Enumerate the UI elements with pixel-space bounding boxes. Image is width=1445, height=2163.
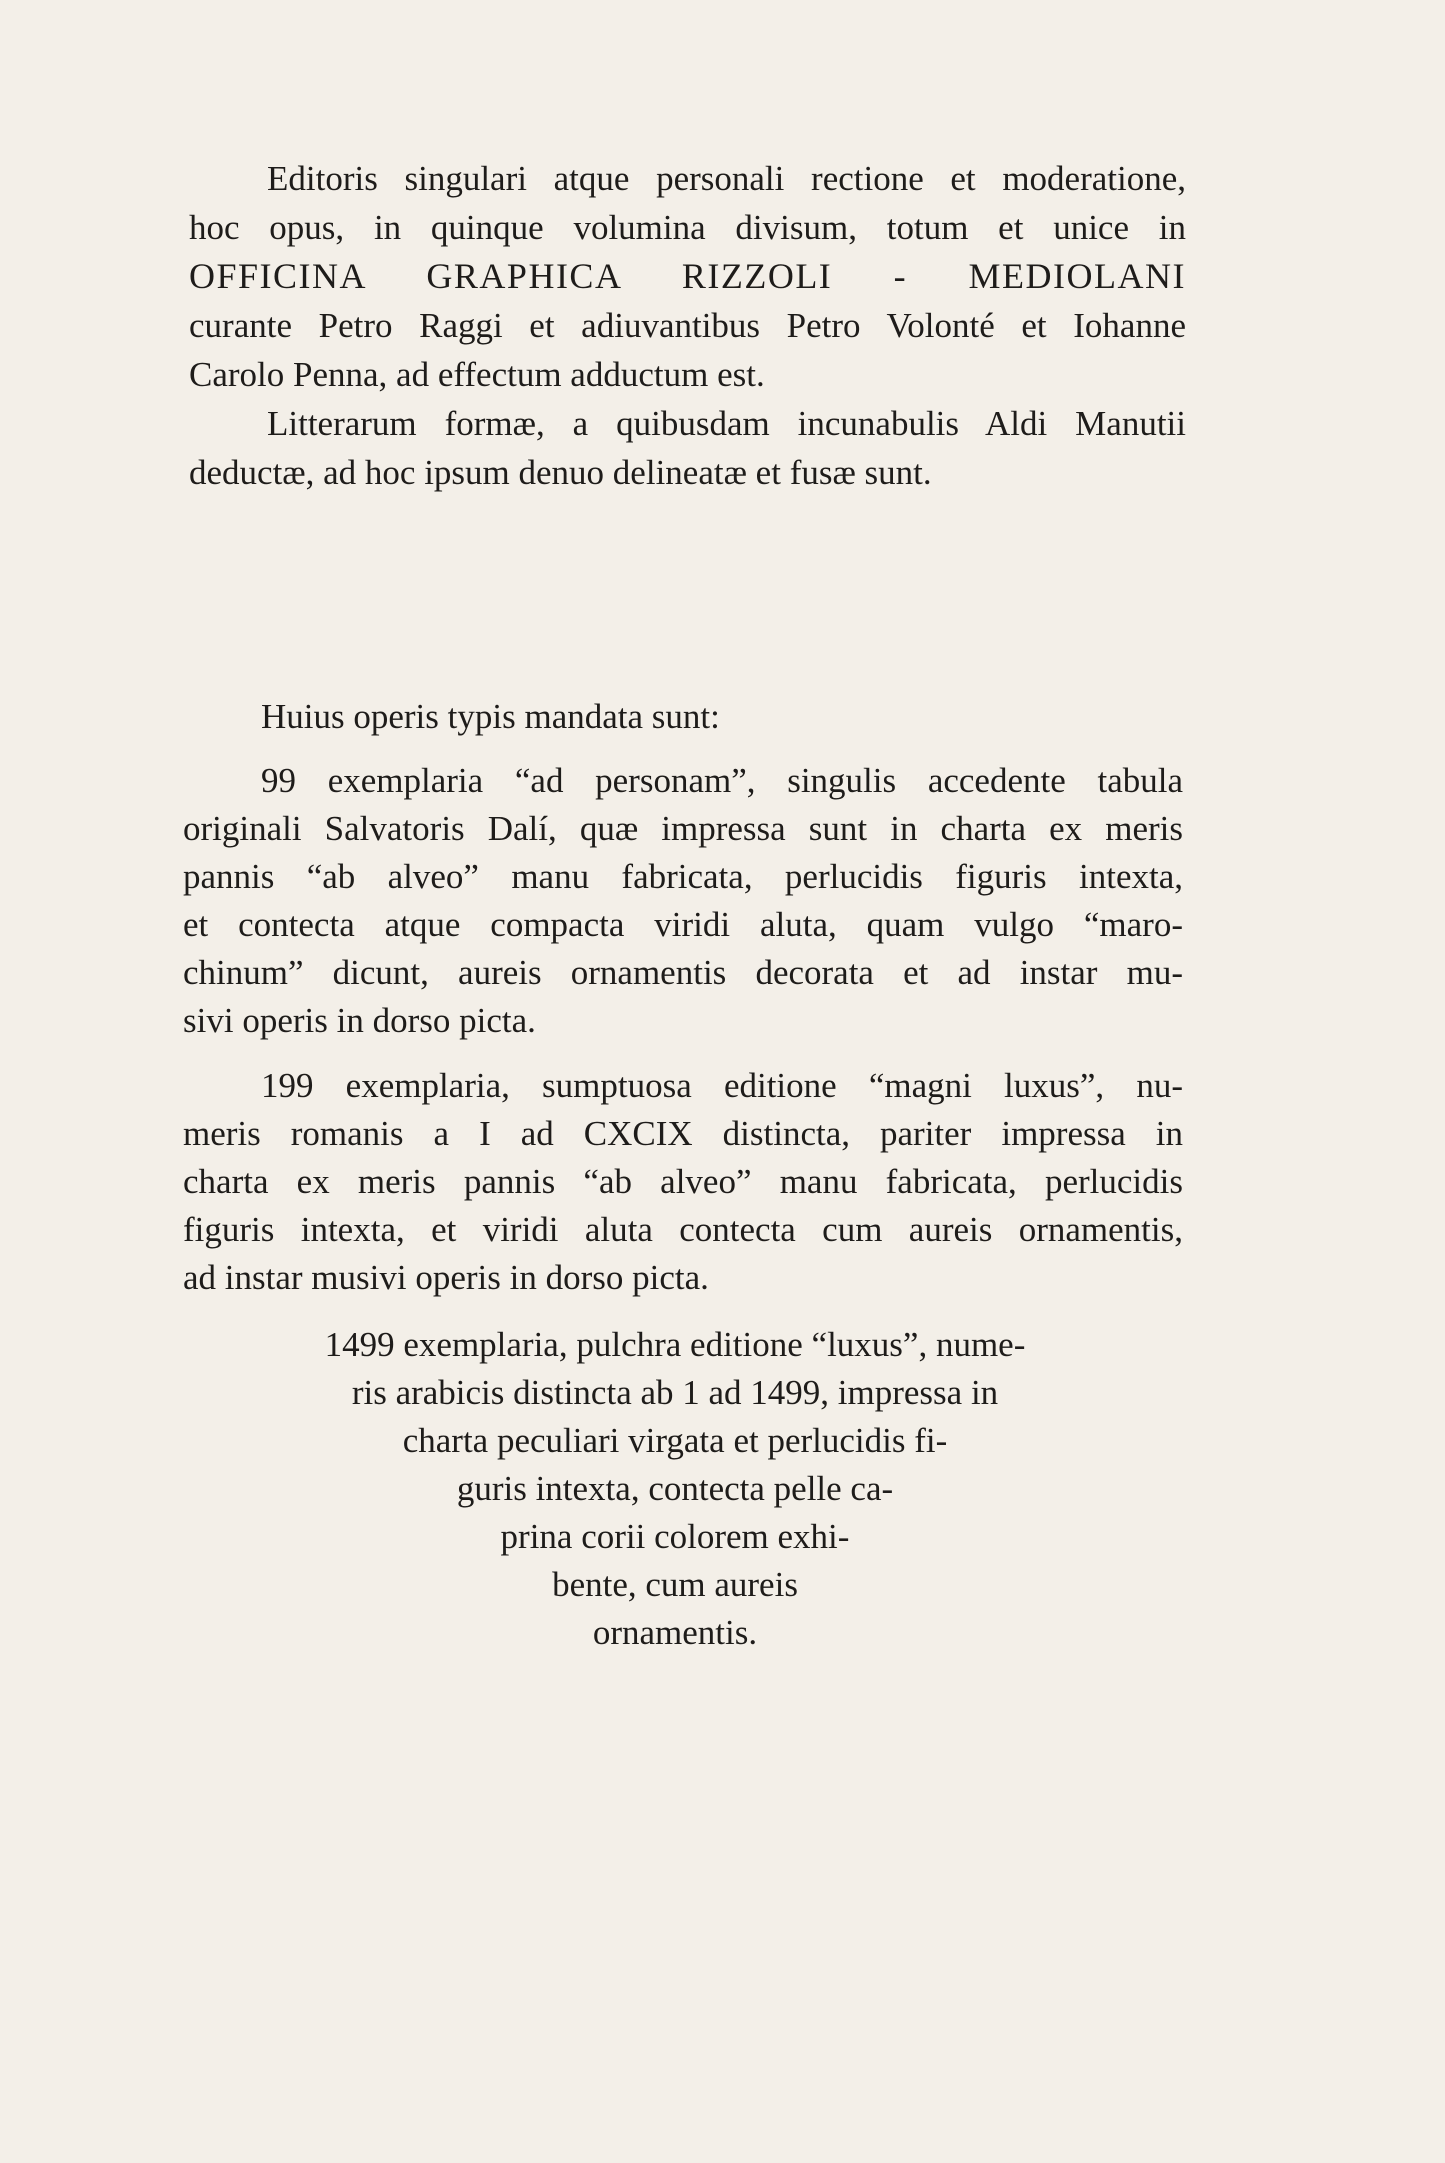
text-line: hoc opus, in quinque volumina divisum, totum et unice in	[189, 208, 1186, 247]
edition-paragraph	[183, 757, 1183, 1045]
intro-line: Huius operis typis mandata sunt:	[261, 697, 720, 736]
text-line: charta peculiari virgata et perlucidis fi-	[402, 1421, 948, 1460]
editions-list	[183, 757, 1183, 1319]
text-line: figuris intexta, et viridi aluta contecta cum aureis ornamentis,	[183, 1210, 1183, 1249]
colophon-paragraph	[189, 154, 1186, 399]
text-line: Litterarum formæ, a quibusdam incunabulis Aldi Manutii	[267, 404, 1186, 443]
text-line: pannis “ab alveo” manu fabricata, perlucidis figuris intexta,	[183, 857, 1183, 896]
text-line: 199 exemplaria, sumptuosa editione “magni luxus”, nu-	[261, 1066, 1183, 1105]
text-line: originali Salvatoris Dalí, quæ impressa sunt in charta ex meris	[183, 809, 1183, 848]
edition-intro	[183, 692, 1183, 741]
text-line: Carolo Penna, ad effectum adductum est.	[189, 355, 765, 394]
text-line: deductæ, ad hoc ipsum denuo delineatæ et fusæ sunt.	[189, 453, 932, 492]
edition-paragraph	[183, 1062, 1183, 1302]
text-line: prina corii colorem exhi-	[500, 1517, 850, 1556]
text-line: guris intexta, contecta pelle ca-	[456, 1469, 894, 1508]
text-line: curante Petro Raggi et adiuvantibus Petro Volonté et Iohanne	[189, 306, 1186, 345]
colophon-section	[189, 154, 1186, 497]
text-line: meris romanis a I ad CXCIX distincta, pariter impressa in	[183, 1114, 1183, 1153]
text-line: 1499 exemplaria, pulchra editione “luxus”, nume-	[324, 1325, 1026, 1364]
text-line: chinum” dicunt, aureis ornamentis decorata et ad instar mu-	[183, 953, 1183, 992]
text-line: 99 exemplaria “ad personam”, singulis accedente tabula	[261, 761, 1183, 800]
luxus-edition-paragraph	[183, 1321, 1167, 1657]
text-line: Editoris singulari atque personali rectione et moderatione,	[267, 159, 1186, 198]
text-line: bente, cum aureis	[552, 1565, 798, 1604]
text-line: ris arabicis distincta ab 1 ad 1499, impressa in	[351, 1373, 999, 1412]
text-line: charta ex meris pannis “ab alveo” manu fabricata, perlucidis	[183, 1162, 1183, 1201]
text-line: et contecta atque compacta viridi aluta, quam vulgo “maro-	[183, 905, 1183, 944]
colophon-paragraph	[189, 399, 1186, 497]
text-line: OFFICINA GRAPHICA RIZZOLI - MEDIOLANI	[189, 256, 1186, 296]
text-line: sivi operis in dorso picta.	[183, 1001, 536, 1040]
text-line: ad instar musivi operis in dorso picta.	[183, 1258, 709, 1297]
text-line: ornamentis.	[592, 1613, 758, 1652]
